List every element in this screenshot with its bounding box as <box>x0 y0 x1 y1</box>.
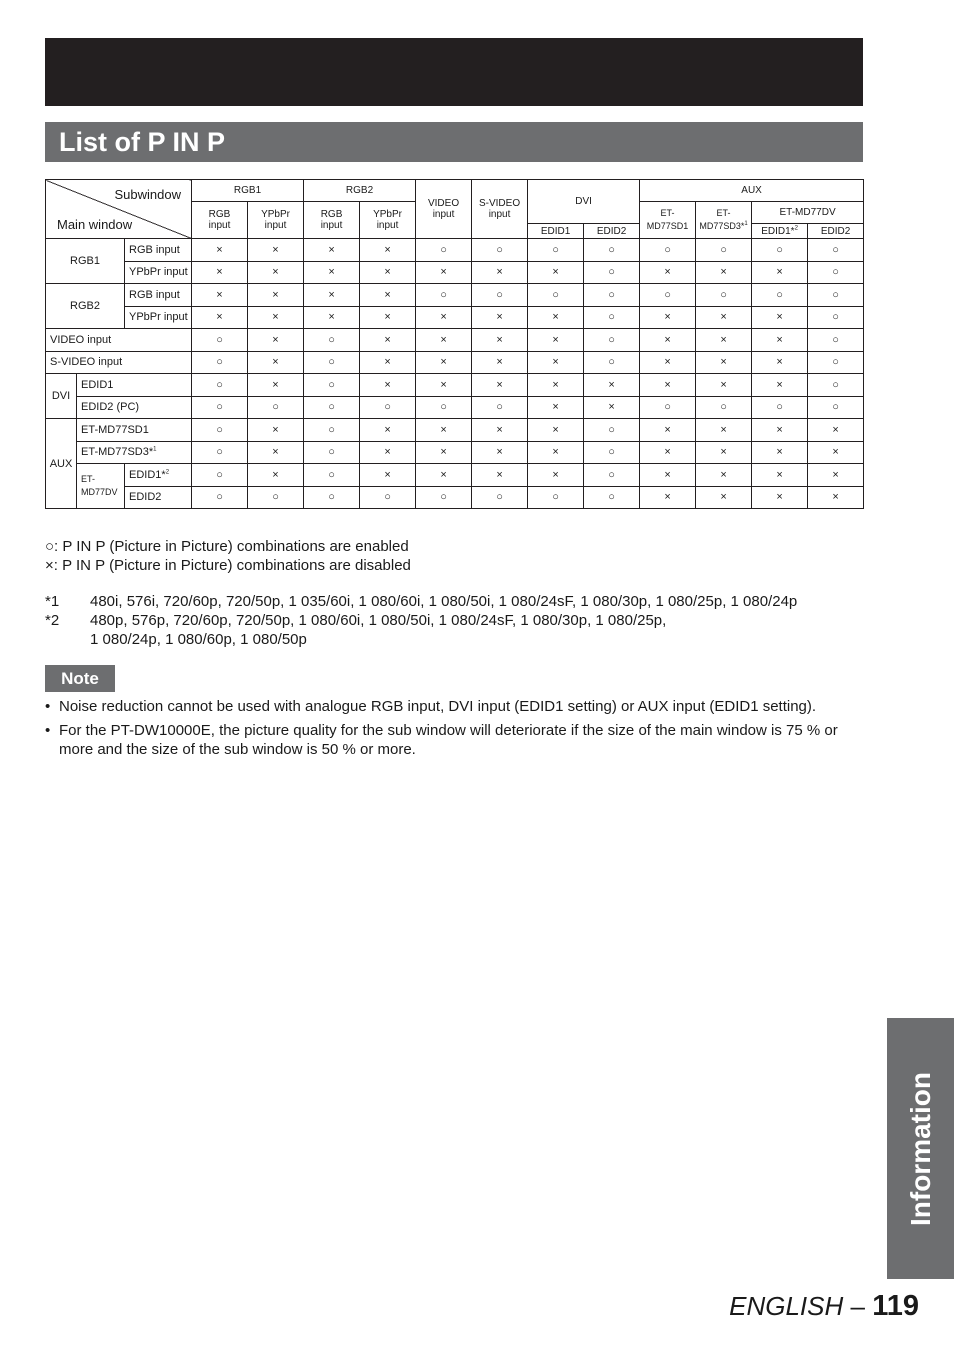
header-aux-dv-edid1: EDID1*$^2$ <box>752 224 808 239</box>
combination-cell: ○ <box>584 261 640 284</box>
header-video: VIDEO input <box>416 180 472 239</box>
combination-cell: ○ <box>248 486 304 509</box>
row-group-label: AUX <box>46 419 77 509</box>
combination-cell: ○ <box>472 284 528 307</box>
header-aux: AUX <box>640 180 864 202</box>
table-row <box>46 374 864 397</box>
combination-cell: ○ <box>304 351 360 374</box>
page-number: 119 <box>872 1290 919 1322</box>
combination-cell: × <box>640 419 696 442</box>
combination-cell: ○ <box>304 464 360 487</box>
combination-cell: × <box>472 329 528 352</box>
row-sub-label: EDID1*$^2$ <box>125 464 192 487</box>
combination-cell: × <box>304 261 360 284</box>
table-row <box>46 486 864 509</box>
combination-cell: × <box>752 486 808 509</box>
combination-cell: ○ <box>528 239 584 262</box>
combination-cell: × <box>472 261 528 284</box>
combination-cell: × <box>640 306 696 329</box>
row-sub-label: EDID2 (PC) <box>77 396 192 419</box>
combination-cell: × <box>472 306 528 329</box>
row-subgroup-label: ET- MD77DV <box>77 464 125 509</box>
combination-cell: ○ <box>360 396 416 419</box>
row-sub-label: RGB input <box>125 239 192 262</box>
combination-cell: × <box>528 261 584 284</box>
combination-cell: ○ <box>640 239 696 262</box>
header-rgb1-rgb: RGB input <box>192 202 248 239</box>
combination-cell: ○ <box>808 261 864 284</box>
combination-cell: × <box>416 419 472 442</box>
combination-cell: ○ <box>808 306 864 329</box>
note-label: Note <box>45 665 115 692</box>
combination-cell: × <box>808 464 864 487</box>
combination-cell: ○ <box>808 239 864 262</box>
header-dvi: DVI <box>528 180 640 224</box>
combination-cell: × <box>472 419 528 442</box>
combination-cell: × <box>360 441 416 464</box>
header-rgb1: RGB1 <box>192 180 304 202</box>
combination-cell: × <box>528 396 584 419</box>
footnote-2: *2 480p, 576p, 720/60p, 720/50p, 1 080/60i, 1 080/50i, 1 080/24sF, 1 080/30p, 1 080/25p, 1 080/24p, 1 080/60p, 1 080/50p <box>45 612 667 648</box>
combination-cell: ○ <box>248 396 304 419</box>
row-sub-label: RGB input <box>125 284 192 307</box>
header-rgb2-ypbpr: YPbPr input <box>360 202 416 239</box>
note-item: • For the PT-DW10000E, the picture quality for the sub window will deteriorate if the size of the main window is 75 % or more and the size of the sub window is 50 % or more. <box>45 721 845 759</box>
combination-cell: × <box>752 441 808 464</box>
pip-table <box>45 179 864 509</box>
combination-cell: ○ <box>584 351 640 374</box>
combination-cell: × <box>472 351 528 374</box>
combination-cell: ○ <box>584 239 640 262</box>
combination-cell: × <box>640 464 696 487</box>
combination-cell: × <box>416 464 472 487</box>
combination-cell: × <box>696 329 752 352</box>
combination-cell: × <box>752 419 808 442</box>
combination-cell: × <box>472 464 528 487</box>
combination-cell: ○ <box>192 441 248 464</box>
page-title: List of P IN P <box>45 122 863 162</box>
combination-cell: × <box>192 284 248 307</box>
combination-cell: × <box>696 486 752 509</box>
combination-cell: × <box>640 374 696 397</box>
combination-cell: × <box>696 464 752 487</box>
combination-cell: × <box>248 284 304 307</box>
combination-cell: ○ <box>192 329 248 352</box>
header-aux-dv-edid2: EDID2 <box>808 224 864 239</box>
combination-cell: × <box>640 486 696 509</box>
combination-cell: × <box>528 441 584 464</box>
combination-cell: ○ <box>584 441 640 464</box>
combination-cell: ○ <box>304 419 360 442</box>
table-row <box>46 329 864 352</box>
combination-cell: × <box>248 441 304 464</box>
header-dvi-edid2: EDID2 <box>584 224 640 239</box>
combination-cell: × <box>640 261 696 284</box>
combination-cell: × <box>248 419 304 442</box>
header-dvi-edid1: EDID1 <box>528 224 584 239</box>
combination-cell: × <box>416 329 472 352</box>
combination-cell: ○ <box>696 284 752 307</box>
combination-cell: ○ <box>416 396 472 419</box>
combination-cell: ○ <box>752 284 808 307</box>
row-group-label: RGB1 <box>46 239 125 284</box>
header-rgb2: RGB2 <box>304 180 416 202</box>
combination-cell: × <box>528 374 584 397</box>
table-row <box>46 239 864 262</box>
table-row <box>46 306 864 329</box>
header-rgb1-ypbpr: YPbPr input <box>248 202 304 239</box>
table-corner <box>46 180 192 239</box>
corner-subwindow: Subwindow <box>114 187 182 202</box>
row-label: S-VIDEO input <box>46 351 192 374</box>
combination-cell: × <box>584 396 640 419</box>
combination-cell: ○ <box>192 419 248 442</box>
combination-cell: × <box>192 261 248 284</box>
combination-cell: ○ <box>416 486 472 509</box>
header-aux-sd3: ET- MD77SD3*$^1$ <box>696 202 752 239</box>
combination-cell: × <box>696 374 752 397</box>
combination-cell: ○ <box>584 306 640 329</box>
combination-cell: ○ <box>472 396 528 419</box>
combination-cell: ○ <box>584 486 640 509</box>
combination-cell: ○ <box>584 284 640 307</box>
combination-cell: × <box>752 329 808 352</box>
combination-cell: × <box>248 261 304 284</box>
note-list <box>45 697 845 764</box>
combination-cell: ○ <box>696 396 752 419</box>
combination-cell: ○ <box>304 441 360 464</box>
combination-cell: × <box>304 306 360 329</box>
combination-cell: × <box>696 261 752 284</box>
combination-cell: × <box>360 419 416 442</box>
combination-cell: × <box>528 306 584 329</box>
combination-cell: × <box>696 419 752 442</box>
legend <box>45 537 411 575</box>
combination-cell: ○ <box>192 374 248 397</box>
combination-cell: × <box>416 351 472 374</box>
combination-cell: × <box>640 351 696 374</box>
combination-cell: × <box>752 261 808 284</box>
combination-cell: × <box>192 306 248 329</box>
combination-cell: ○ <box>752 239 808 262</box>
combination-cell: × <box>248 306 304 329</box>
combination-cell: ○ <box>472 486 528 509</box>
combination-cell: × <box>472 374 528 397</box>
footer-language: ENGLISH <box>729 1291 844 1321</box>
combination-cell: ○ <box>752 396 808 419</box>
combination-cell: ○ <box>584 464 640 487</box>
table-row <box>46 284 864 307</box>
combination-cell: × <box>360 284 416 307</box>
combination-cell: × <box>640 441 696 464</box>
table-row <box>46 464 864 487</box>
combination-cell: × <box>528 329 584 352</box>
combination-cell: × <box>360 239 416 262</box>
combination-cell: × <box>248 239 304 262</box>
combination-cell: ○ <box>808 329 864 352</box>
combination-cell: ○ <box>584 329 640 352</box>
combination-cell: × <box>360 464 416 487</box>
combination-cell: × <box>808 419 864 442</box>
combination-cell: × <box>360 261 416 284</box>
combination-cell: × <box>248 374 304 397</box>
combination-cell: × <box>360 329 416 352</box>
combination-cell: ○ <box>808 374 864 397</box>
section-tab <box>887 1018 954 1279</box>
combination-cell: × <box>752 306 808 329</box>
row-label: VIDEO input <box>46 329 192 352</box>
combination-cell: × <box>752 351 808 374</box>
row-group-label: DVI <box>46 374 77 419</box>
table-row <box>46 396 864 419</box>
table-row <box>46 419 864 442</box>
table-row <box>46 441 864 464</box>
combination-cell: ○ <box>808 396 864 419</box>
combination-cell: × <box>752 464 808 487</box>
legend-enabled: ○: P IN P (Picture in Picture) combinations are enabled <box>45 538 409 555</box>
combination-cell: ○ <box>416 239 472 262</box>
header-aux-sd1: ET- MD77SD1 <box>640 202 696 239</box>
header-svideo: S-VIDEO input <box>472 180 528 239</box>
combination-cell: × <box>304 239 360 262</box>
combination-cell: ○ <box>640 396 696 419</box>
combination-cell: × <box>808 441 864 464</box>
row-sub-label: ET-MD77SD1 <box>77 419 192 442</box>
combination-cell: × <box>248 464 304 487</box>
header-aux-dv: ET-MD77DV <box>752 202 864 224</box>
row-sub-label: EDID2 <box>125 486 192 509</box>
combination-cell: × <box>584 374 640 397</box>
combination-cell: × <box>416 374 472 397</box>
combination-cell: × <box>360 351 416 374</box>
combination-cell: ○ <box>416 284 472 307</box>
combination-cell: ○ <box>528 284 584 307</box>
combination-cell: × <box>304 284 360 307</box>
combination-cell: ○ <box>192 396 248 419</box>
row-group-label: RGB2 <box>46 284 125 329</box>
corner-main-window: Main window <box>57 217 133 232</box>
row-sub-label: ET-MD77SD3*$^1$ <box>77 441 192 464</box>
combination-cell: ○ <box>360 486 416 509</box>
note-item: • Noise reduction cannot be used with analogue RGB input, DVI input (EDID1 setting) or AUX input (EDID1 setting). <box>45 697 845 716</box>
legend-disabled: ×: P IN P (Picture in Picture) combinations are disabled <box>45 557 411 574</box>
combination-cell: × <box>248 329 304 352</box>
combination-cell: × <box>360 306 416 329</box>
combination-cell: ○ <box>304 486 360 509</box>
combination-cell: × <box>640 329 696 352</box>
footer-dash: – <box>843 1291 873 1321</box>
combination-cell: ○ <box>528 486 584 509</box>
combination-cell: × <box>360 374 416 397</box>
row-sub-label: YPbPr input <box>125 261 192 284</box>
header-rgb2-rgb: RGB input <box>304 202 360 239</box>
combination-cell: × <box>248 351 304 374</box>
header-bar <box>45 38 863 106</box>
section-tab-label: Information <box>904 1071 936 1226</box>
combination-cell: ○ <box>584 419 640 442</box>
combination-cell: ○ <box>304 329 360 352</box>
combination-cell: × <box>752 374 808 397</box>
combination-cell: × <box>528 351 584 374</box>
combination-cell: ○ <box>192 486 248 509</box>
combination-cell: × <box>192 239 248 262</box>
combination-cell: ○ <box>304 374 360 397</box>
combination-cell: ○ <box>192 464 248 487</box>
footnote-1: *1 480i, 576i, 720/60p, 720/50p, 1 035/60i, 1 080/60i, 1 080/50i, 1 080/24sF, 1 080/30p, 1 080/25p, 1 080/24p <box>45 593 798 610</box>
combination-cell: × <box>696 351 752 374</box>
combination-cell: × <box>416 261 472 284</box>
combination-cell: ○ <box>640 284 696 307</box>
combination-cell: ○ <box>304 396 360 419</box>
page-footer <box>729 1290 919 1323</box>
footnotes <box>45 592 860 649</box>
combination-cell: × <box>696 441 752 464</box>
combination-cell: ○ <box>808 351 864 374</box>
combination-cell: ○ <box>808 284 864 307</box>
row-sub-label: YPbPr input <box>125 306 192 329</box>
combination-cell: ○ <box>192 351 248 374</box>
table-row <box>46 351 864 374</box>
table-row <box>46 261 864 284</box>
combination-cell: × <box>472 441 528 464</box>
combination-cell: ○ <box>472 239 528 262</box>
combination-cell: ○ <box>696 239 752 262</box>
combination-cell: × <box>416 441 472 464</box>
combination-cell: × <box>528 464 584 487</box>
row-sub-label: EDID1 <box>77 374 192 397</box>
combination-cell: × <box>696 306 752 329</box>
combination-cell: × <box>416 306 472 329</box>
combination-cell: × <box>808 486 864 509</box>
combination-cell: × <box>528 419 584 442</box>
